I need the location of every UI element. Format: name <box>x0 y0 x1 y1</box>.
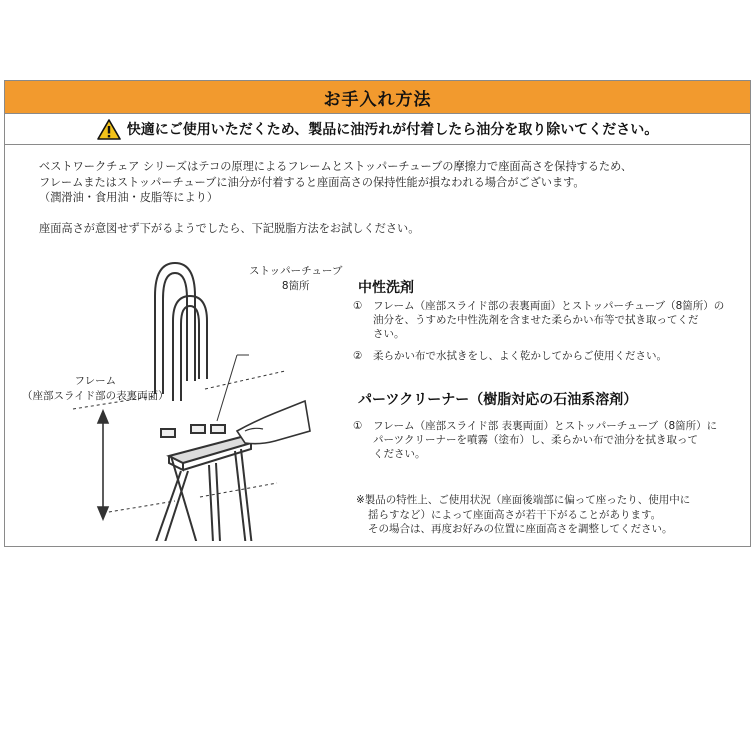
intro-line: （潤滑油・食用油・皮脂等により） <box>39 191 219 204</box>
neutral-step-2 <box>353 349 667 363</box>
neutral-detergent-title: 中性洗剤 <box>358 280 414 296</box>
note-line: ※製品の特性上、ご使用状況（座面後端部に偏って座ったり、使用中に <box>356 494 691 506</box>
warning-icon <box>97 119 121 140</box>
care-instructions-panel <box>4 80 751 547</box>
parts-step-1 <box>353 419 717 461</box>
stopper-tube-label <box>249 263 342 293</box>
step-number: ① <box>353 420 363 432</box>
note-line: 揺らすなど）によって座面高さが若干下がることがあります。 <box>368 508 662 521</box>
step-line: 油分を、うすめた中性洗剤を含ませた柔らかい布等で拭き取ってくだ <box>373 314 699 326</box>
step-line: フレーム（座部スライド部 表裏両面）とストッパーチューブ（8箇所）に <box>373 420 718 432</box>
step-line: パーツクリーナーを噴霧（塗布）し、柔らかい布で油分を拭き取って <box>373 434 698 446</box>
warning-text: 快適にご使用いただくため、製品に油汚れが付着したら油分を取り除いてください。 <box>126 122 659 138</box>
step-line: ください。 <box>373 448 426 460</box>
step-line: フレーム（座部スライド部の表裏両面）とストッパーチューブ（8箇所）の <box>373 300 725 312</box>
step-line: さい。 <box>373 328 405 340</box>
warning-banner <box>5 114 750 145</box>
step-line: 柔らかい布で水拭きをし、よく乾かしてからご使用ください。 <box>373 350 667 362</box>
step-number: ② <box>353 350 363 362</box>
frame-sub: （座部スライド部の表裏両面） <box>22 390 169 402</box>
intro-line: フレームまたはストッパーチューブに油分が付着すると座面高さの保持性能が損なわれる場合がございます。 <box>39 175 585 189</box>
product-note <box>356 493 690 537</box>
stopper-tube-count: 8箇所 <box>281 280 310 292</box>
frame-label <box>22 373 169 403</box>
parts-cleaner-title: パーツクリーナー（樹脂対応の石油系溶剤） <box>358 392 638 408</box>
step-number: ① <box>353 300 363 312</box>
section-header <box>5 81 750 114</box>
neutral-step-1 <box>353 299 724 341</box>
intro-paragraph <box>39 159 632 206</box>
try-degreasing-text: 座面高さが意図せず下がるようでしたら、下記脱脂方法をお試しください。 <box>39 222 420 235</box>
frame-name: フレーム <box>74 375 117 387</box>
stopper-tube-name: ストッパーチューブ <box>249 265 343 277</box>
intro-line: ベストワークチェア シリーズはテコの原理によるフレームとストッパーチューブの摩擦力で座面高さを保持するため、 <box>39 160 633 173</box>
header-title: お手入れ方法 <box>323 89 432 110</box>
note-line: その場合は、再度お好みの位置に座面高さを調整してください。 <box>368 523 673 535</box>
